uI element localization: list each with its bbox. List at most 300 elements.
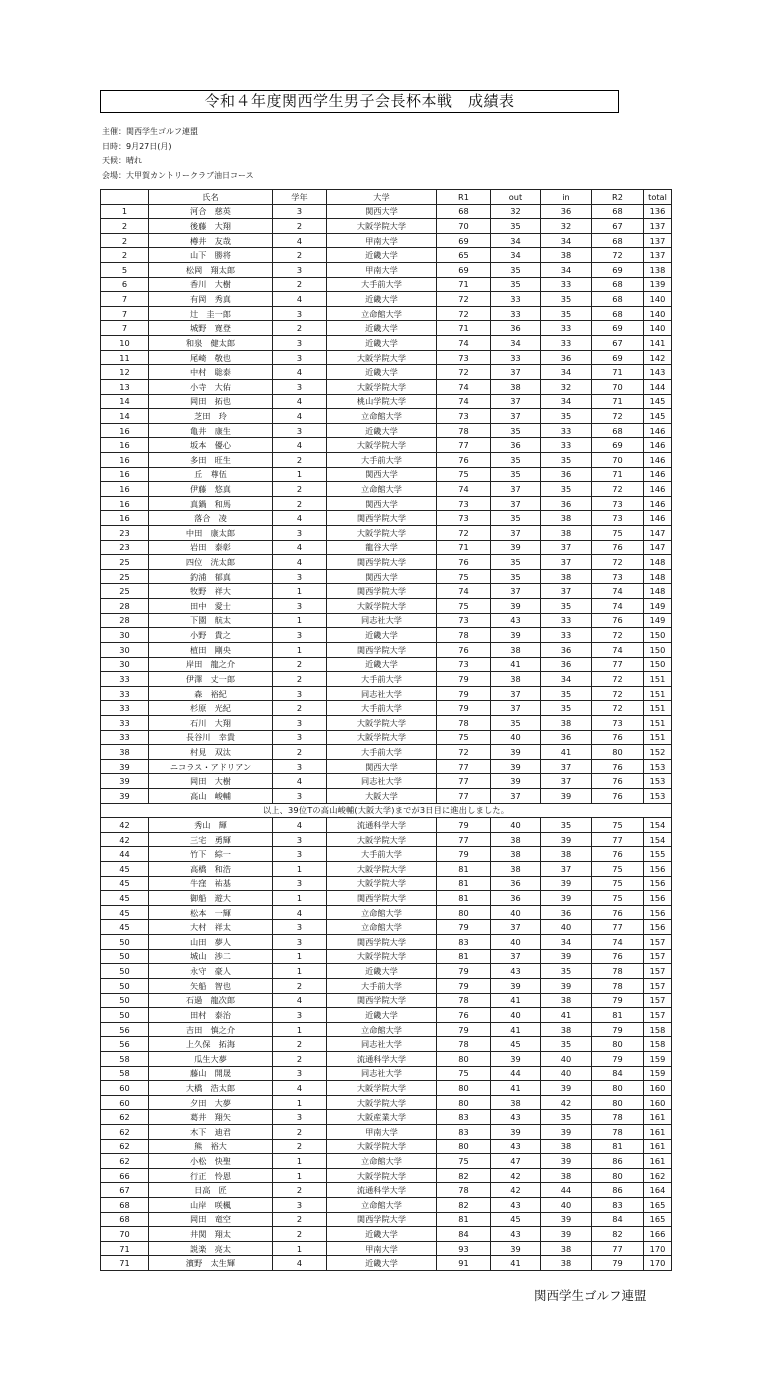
total-cell: 154 <box>644 818 672 833</box>
out-cell: 39 <box>491 774 541 789</box>
in-cell: 33 <box>541 438 592 453</box>
grade-cell: 2 <box>273 1183 327 1198</box>
rank-cell: 13 <box>101 379 149 394</box>
out-cell: 37 <box>491 365 541 380</box>
total-cell: 145 <box>644 394 672 409</box>
grade-cell: 4 <box>273 438 327 453</box>
out-cell: 39 <box>491 759 541 774</box>
r2-cell: 73 <box>592 715 644 730</box>
name-cell: 辻 圭一郎 <box>149 306 273 321</box>
in-cell: 38 <box>541 993 592 1008</box>
table-row <box>101 1241 672 1256</box>
table-row <box>101 336 672 351</box>
total-cell: 157 <box>644 935 672 950</box>
out-cell: 37 <box>491 920 541 935</box>
r1-cell: 74 <box>437 379 491 394</box>
grade-cell: 3 <box>273 599 327 614</box>
name-cell: 御船 遊大 <box>149 891 273 906</box>
table-row <box>101 745 672 760</box>
total-cell: 150 <box>644 657 672 672</box>
table-row <box>101 292 672 307</box>
rank-cell: 7 <box>101 306 149 321</box>
in-cell: 35 <box>541 701 592 716</box>
rank-cell: 45 <box>101 862 149 877</box>
table-row <box>101 905 672 920</box>
out-cell: 40 <box>491 730 541 745</box>
r2-cell: 73 <box>592 569 644 584</box>
table-row <box>101 482 672 497</box>
grade-cell: 4 <box>273 409 327 424</box>
grade-cell: 2 <box>273 248 327 263</box>
out-cell: 37 <box>491 482 541 497</box>
table-row <box>101 642 672 657</box>
rank-cell: 62 <box>101 1139 149 1154</box>
total-cell: 148 <box>644 555 672 570</box>
table-row <box>101 569 672 584</box>
out-cell: 41 <box>491 993 541 1008</box>
header-r2: R2 <box>592 190 644 205</box>
in-cell: 38 <box>541 526 592 541</box>
university-cell: 近畿大学 <box>327 292 437 307</box>
r2-cell: 69 <box>592 263 644 278</box>
in-cell: 39 <box>541 832 592 847</box>
rank-cell: 33 <box>101 701 149 716</box>
university-cell: 近畿大学 <box>327 365 437 380</box>
total-cell: 165 <box>644 1212 672 1227</box>
in-cell: 38 <box>541 1256 592 1271</box>
meta-venue: 会場：大甲賀カントリークラブ油日コース <box>102 170 254 180</box>
name-cell: 山岸 咲楓 <box>149 1198 273 1213</box>
university-cell: 大阪学院大学 <box>327 862 437 877</box>
out-cell: 35 <box>491 467 541 482</box>
grade-cell: 1 <box>273 862 327 877</box>
r2-cell: 78 <box>592 1125 644 1140</box>
r2-cell: 72 <box>592 482 644 497</box>
r1-cell: 69 <box>437 233 491 248</box>
total-cell: 157 <box>644 964 672 979</box>
rank-cell: 56 <box>101 1022 149 1037</box>
total-cell: 156 <box>644 862 672 877</box>
name-cell: 竹下 綜一 <box>149 847 273 862</box>
out-cell: 34 <box>491 248 541 263</box>
grade-cell: 2 <box>273 745 327 760</box>
total-cell: 151 <box>644 730 672 745</box>
university-cell: 近畿大学 <box>327 628 437 643</box>
name-cell: 松岡 翔太郎 <box>149 263 273 278</box>
name-cell: 真鍋 和馬 <box>149 496 273 511</box>
table-row <box>101 935 672 950</box>
results-table <box>100 189 672 1271</box>
table-row <box>101 379 672 394</box>
rank-cell: 58 <box>101 1051 149 1066</box>
grade-cell: 3 <box>273 423 327 438</box>
university-cell: 大阪学院大学 <box>327 949 437 964</box>
total-cell: 137 <box>644 248 672 263</box>
name-cell: 香川 大樹 <box>149 277 273 292</box>
table-row <box>101 248 672 263</box>
name-cell: 下園 航太 <box>149 613 273 628</box>
rank-cell: 39 <box>101 774 149 789</box>
rank-cell: 62 <box>101 1125 149 1140</box>
grade-cell: 4 <box>273 555 327 570</box>
rank-cell: 50 <box>101 993 149 1008</box>
r2-cell: 72 <box>592 628 644 643</box>
university-cell: 同志社大学 <box>327 1066 437 1081</box>
in-cell: 36 <box>541 642 592 657</box>
r1-cell: 81 <box>437 949 491 964</box>
in-cell: 37 <box>541 862 592 877</box>
r1-cell: 77 <box>437 774 491 789</box>
out-cell: 40 <box>491 935 541 950</box>
r2-cell: 76 <box>592 905 644 920</box>
r1-cell: 72 <box>437 306 491 321</box>
name-cell: 尾崎 敬也 <box>149 350 273 365</box>
university-cell: 甲南大学 <box>327 1241 437 1256</box>
r2-cell: 79 <box>592 993 644 1008</box>
university-cell: 近畿大学 <box>327 1256 437 1271</box>
grade-cell: 3 <box>273 1066 327 1081</box>
grade-cell: 3 <box>273 876 327 891</box>
grade-cell: 1 <box>273 467 327 482</box>
r2-cell: 69 <box>592 321 644 336</box>
r1-cell: 79 <box>437 1022 491 1037</box>
total-cell: 151 <box>644 686 672 701</box>
out-cell: 32 <box>491 204 541 219</box>
name-cell: 行正 怜恩 <box>149 1168 273 1183</box>
name-cell: 木下 迪君 <box>149 1125 273 1140</box>
rank-cell: 68 <box>101 1212 149 1227</box>
rank-cell: 45 <box>101 891 149 906</box>
grade-cell: 4 <box>273 394 327 409</box>
university-cell: 大阪学院大学 <box>327 379 437 394</box>
results-bottom <box>101 818 672 1271</box>
grade-cell: 3 <box>273 730 327 745</box>
rank-cell: 39 <box>101 788 149 803</box>
meta-info <box>102 125 254 183</box>
in-cell: 39 <box>541 949 592 964</box>
grade-cell: 3 <box>273 628 327 643</box>
grade-cell: 1 <box>273 964 327 979</box>
table-row <box>101 964 672 979</box>
out-cell: 41 <box>491 1081 541 1096</box>
out-cell: 33 <box>491 350 541 365</box>
r2-cell: 80 <box>592 1095 644 1110</box>
in-cell: 35 <box>541 482 592 497</box>
in-cell: 34 <box>541 233 592 248</box>
grade-cell: 2 <box>273 1227 327 1242</box>
out-cell: 39 <box>491 745 541 760</box>
rank-cell: 5 <box>101 263 149 278</box>
university-cell: 甲南大学 <box>327 263 437 278</box>
r2-cell: 79 <box>592 1051 644 1066</box>
name-cell: 小松 快聖 <box>149 1154 273 1169</box>
r2-cell: 80 <box>592 1168 644 1183</box>
in-cell: 36 <box>541 905 592 920</box>
total-cell: 140 <box>644 292 672 307</box>
university-cell: 同志社大学 <box>327 774 437 789</box>
r1-cell: 80 <box>437 1081 491 1096</box>
university-cell: 甲南大学 <box>327 1125 437 1140</box>
out-cell: 45 <box>491 1037 541 1052</box>
grade-cell: 1 <box>273 613 327 628</box>
name-cell: 松本 一輝 <box>149 905 273 920</box>
name-cell: 岡田 拓也 <box>149 394 273 409</box>
table-row <box>101 949 672 964</box>
rank-cell: 16 <box>101 452 149 467</box>
university-cell: 甲南大学 <box>327 233 437 248</box>
name-cell: 森 裕紀 <box>149 686 273 701</box>
university-cell: 大阪学院大学 <box>327 1081 437 1096</box>
r2-cell: 77 <box>592 1241 644 1256</box>
rank-cell: 71 <box>101 1241 149 1256</box>
rank-cell: 23 <box>101 540 149 555</box>
grade-cell: 2 <box>273 452 327 467</box>
rank-cell: 11 <box>101 350 149 365</box>
r2-cell: 71 <box>592 394 644 409</box>
r2-cell: 82 <box>592 1227 644 1242</box>
in-cell: 35 <box>541 599 592 614</box>
in-cell: 38 <box>541 248 592 263</box>
in-cell: 33 <box>541 336 592 351</box>
university-cell: 大手前大学 <box>327 847 437 862</box>
university-cell: 大阪学院大学 <box>327 1139 437 1154</box>
r2-cell: 83 <box>592 1198 644 1213</box>
name-cell: 田中 愛士 <box>149 599 273 614</box>
grade-cell: 1 <box>273 1095 327 1110</box>
grade-cell: 2 <box>273 1139 327 1154</box>
total-cell: 146 <box>644 467 672 482</box>
r1-cell: 69 <box>437 263 491 278</box>
meta-organizer: 主催：関西学生ゴルフ連盟 <box>102 127 198 136</box>
out-cell: 38 <box>491 1095 541 1110</box>
total-cell: 158 <box>644 1022 672 1037</box>
out-cell: 39 <box>491 1241 541 1256</box>
total-cell: 170 <box>644 1256 672 1271</box>
total-cell: 151 <box>644 672 672 687</box>
university-cell: 龍谷大学 <box>327 540 437 555</box>
table-row <box>101 219 672 234</box>
total-cell: 161 <box>644 1154 672 1169</box>
out-cell: 38 <box>491 642 541 657</box>
table-row <box>101 730 672 745</box>
r2-cell: 76 <box>592 949 644 964</box>
rank-cell: 33 <box>101 715 149 730</box>
r1-cell: 82 <box>437 1198 491 1213</box>
university-cell: 大阪学院大学 <box>327 219 437 234</box>
grade-cell: 1 <box>273 642 327 657</box>
university-cell: 関西大学 <box>327 496 437 511</box>
header-grade: 学年 <box>273 190 327 205</box>
in-cell: 35 <box>541 964 592 979</box>
in-cell: 38 <box>541 847 592 862</box>
table-row <box>101 1154 672 1169</box>
r1-cell: 75 <box>437 1066 491 1081</box>
in-cell: 33 <box>541 321 592 336</box>
table-row <box>101 1081 672 1096</box>
rank-cell: 60 <box>101 1081 149 1096</box>
r2-cell: 76 <box>592 847 644 862</box>
in-cell: 35 <box>541 452 592 467</box>
out-cell: 40 <box>491 1008 541 1023</box>
name-cell: 日高 匠 <box>149 1183 273 1198</box>
r2-cell: 68 <box>592 292 644 307</box>
r1-cell: 72 <box>437 745 491 760</box>
out-cell: 37 <box>491 394 541 409</box>
table-row <box>101 452 672 467</box>
in-cell: 39 <box>541 876 592 891</box>
r1-cell: 78 <box>437 715 491 730</box>
total-cell: 146 <box>644 482 672 497</box>
out-cell: 36 <box>491 891 541 906</box>
in-cell: 35 <box>541 306 592 321</box>
header-rank <box>101 190 149 205</box>
grade-cell: 4 <box>273 818 327 833</box>
grade-cell: 3 <box>273 1008 327 1023</box>
name-cell: 石過 龍次郎 <box>149 993 273 1008</box>
rank-cell: 44 <box>101 847 149 862</box>
table-row <box>101 1110 672 1125</box>
in-cell: 33 <box>541 423 592 438</box>
university-cell: 近畿大学 <box>327 1008 437 1023</box>
r2-cell: 77 <box>592 920 644 935</box>
rank-cell: 16 <box>101 423 149 438</box>
header-r1: R1 <box>437 190 491 205</box>
university-cell: 関西学院大学 <box>327 584 437 599</box>
name-cell: 上久保 拓海 <box>149 1037 273 1052</box>
table-row <box>101 1227 672 1242</box>
name-cell: 山下 勝将 <box>149 248 273 263</box>
rank-cell: 28 <box>101 599 149 614</box>
out-cell: 38 <box>491 847 541 862</box>
r2-cell: 70 <box>592 452 644 467</box>
total-cell: 155 <box>644 847 672 862</box>
r1-cell: 70 <box>437 219 491 234</box>
table-row <box>101 321 672 336</box>
name-cell: 中村 聡泰 <box>149 365 273 380</box>
out-cell: 43 <box>491 613 541 628</box>
university-cell: 関西学院大学 <box>327 993 437 1008</box>
out-cell: 38 <box>491 379 541 394</box>
in-cell: 35 <box>541 409 592 424</box>
university-cell: 大阪学院大学 <box>327 715 437 730</box>
out-cell: 45 <box>491 1212 541 1227</box>
r1-cell: 74 <box>437 584 491 599</box>
r2-cell: 72 <box>592 701 644 716</box>
rank-cell: 2 <box>101 233 149 248</box>
in-cell: 36 <box>541 496 592 511</box>
r2-cell: 76 <box>592 788 644 803</box>
total-cell: 160 <box>644 1081 672 1096</box>
rank-cell: 50 <box>101 949 149 964</box>
out-cell: 43 <box>491 1110 541 1125</box>
meta-weather: 天候：晴れ <box>102 156 142 165</box>
university-cell: 流通科学大学 <box>327 818 437 833</box>
out-cell: 39 <box>491 540 541 555</box>
rank-cell: 50 <box>101 1008 149 1023</box>
table-row <box>101 1051 672 1066</box>
grade-cell: 2 <box>273 701 327 716</box>
out-cell: 43 <box>491 1139 541 1154</box>
in-cell: 34 <box>541 263 592 278</box>
out-cell: 35 <box>491 452 541 467</box>
in-cell: 40 <box>541 1066 592 1081</box>
table-row <box>101 1198 672 1213</box>
name-cell: 中田 康太郎 <box>149 526 273 541</box>
rank-cell: 25 <box>101 584 149 599</box>
table-row <box>101 788 672 803</box>
name-cell: 亀井 康生 <box>149 423 273 438</box>
total-cell: 151 <box>644 715 672 730</box>
cut-line <box>101 803 672 818</box>
in-cell: 38 <box>541 1022 592 1037</box>
grade-cell: 2 <box>273 978 327 993</box>
name-cell: 瓜生大夢 <box>149 1051 273 1066</box>
total-cell: 142 <box>644 350 672 365</box>
r2-cell: 67 <box>592 219 644 234</box>
table-row <box>101 511 672 526</box>
grade-cell: 1 <box>273 891 327 906</box>
grade-cell: 2 <box>273 277 327 292</box>
table-row <box>101 993 672 1008</box>
grade-cell: 3 <box>273 847 327 862</box>
rank-cell: 62 <box>101 1154 149 1169</box>
r1-cell: 72 <box>437 365 491 380</box>
university-cell: 大阪産業大学 <box>327 1110 437 1125</box>
table-row <box>101 1095 672 1110</box>
university-cell: 大阪学院大学 <box>327 832 437 847</box>
out-cell: 34 <box>491 233 541 248</box>
grade-cell: 1 <box>273 1154 327 1169</box>
total-cell: 161 <box>644 1110 672 1125</box>
r2-cell: 79 <box>592 1256 644 1271</box>
university-cell: 桃山学院大学 <box>327 394 437 409</box>
r1-cell: 80 <box>437 905 491 920</box>
r1-cell: 80 <box>437 1095 491 1110</box>
total-cell: 148 <box>644 584 672 599</box>
name-cell: 永守 豪人 <box>149 964 273 979</box>
in-cell: 39 <box>541 1227 592 1242</box>
r1-cell: 73 <box>437 657 491 672</box>
total-cell: 156 <box>644 920 672 935</box>
in-cell: 39 <box>541 1081 592 1096</box>
name-cell: 釣浦 郁真 <box>149 569 273 584</box>
name-cell: 杉原 光紀 <box>149 701 273 716</box>
in-cell: 32 <box>541 219 592 234</box>
in-cell: 38 <box>541 569 592 584</box>
r1-cell: 75 <box>437 569 491 584</box>
r2-cell: 74 <box>592 642 644 657</box>
table-row <box>101 876 672 891</box>
r2-cell: 76 <box>592 759 644 774</box>
in-cell: 44 <box>541 1183 592 1198</box>
out-cell: 33 <box>491 292 541 307</box>
r1-cell: 78 <box>437 1037 491 1052</box>
r2-cell: 75 <box>592 876 644 891</box>
table-row <box>101 555 672 570</box>
in-cell: 34 <box>541 935 592 950</box>
name-cell: 大村 祥太 <box>149 920 273 935</box>
r2-cell: 75 <box>592 818 644 833</box>
out-cell: 36 <box>491 876 541 891</box>
grade-cell: 3 <box>273 935 327 950</box>
r2-cell: 86 <box>592 1154 644 1169</box>
out-cell: 36 <box>491 321 541 336</box>
rank-cell: 58 <box>101 1066 149 1081</box>
grade-cell: 2 <box>273 672 327 687</box>
r1-cell: 77 <box>437 832 491 847</box>
table-row <box>101 628 672 643</box>
university-cell: 近畿大学 <box>327 657 437 672</box>
